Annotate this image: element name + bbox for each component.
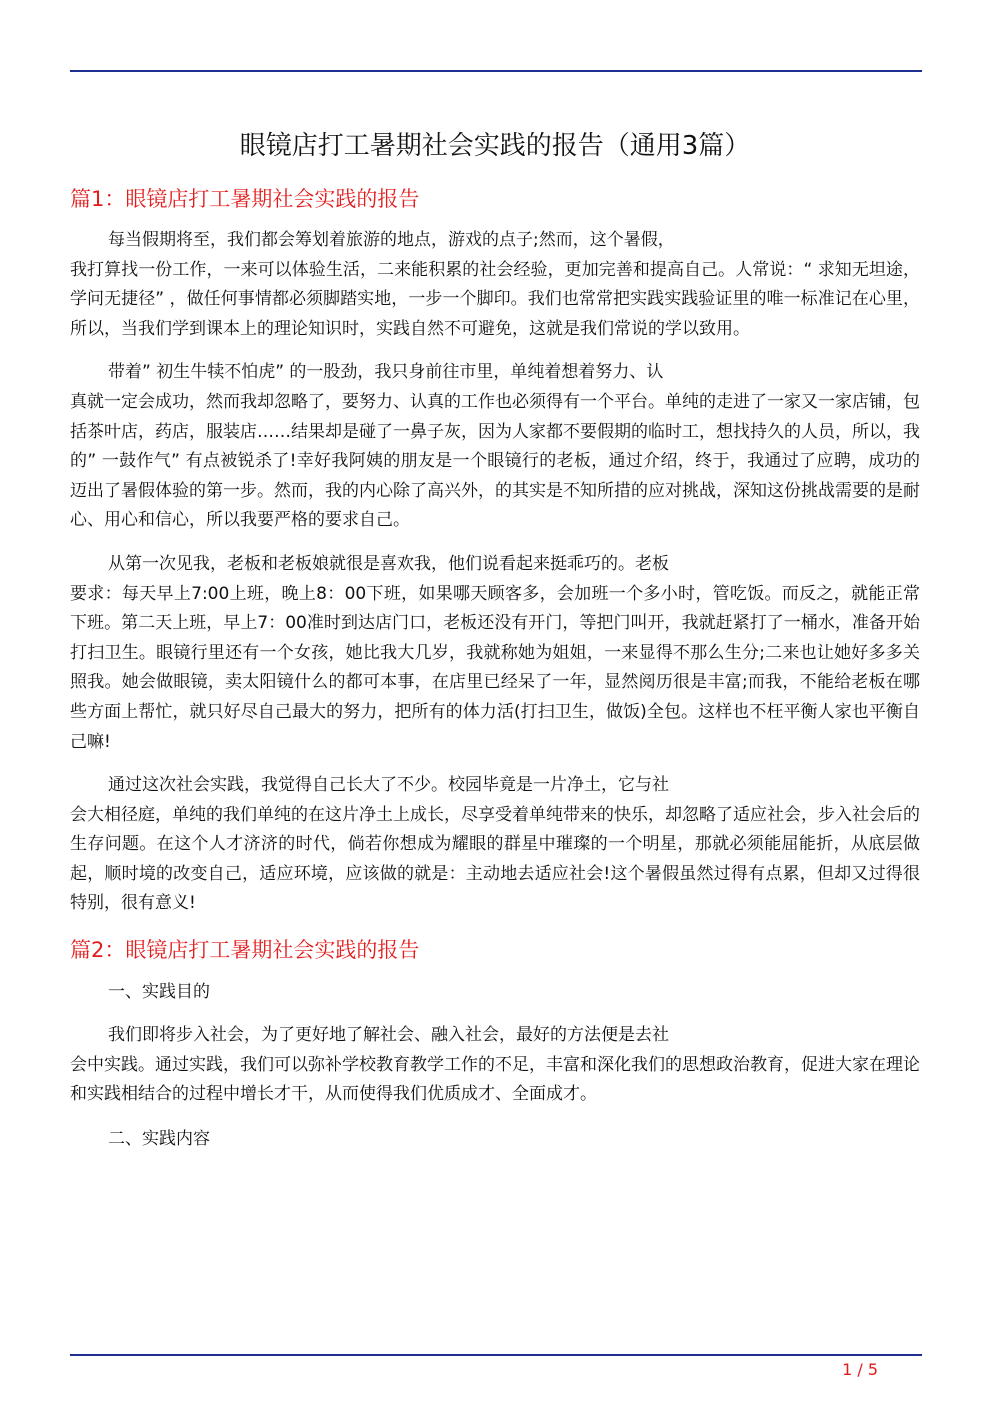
paragraph-body: 会大相径庭，单纯的我们单纯的在这片净土上成长，尽享受着单纯带来的快乐，却忽略了适应社会，步入社会后的生存问题。在这个人才济济的时代，倘若你想成为耀眼的群星中璀璨的一个明星，那就必须能屈能折，从底层做起，顺时境的改变自己，适应环境，应该做的就是：主动地去适应社会!这个暑假虽然过得有点累，但却又过得很特别，很有意义!	[70, 804, 920, 914]
paragraph-first-line: 我们即将步入社会，为了更好地了解社会、融入社会，最好的方法便是去社	[108, 1025, 669, 1046]
section-2-heading: 篇2：眼镜店打工暑期社会实践的报告	[70, 938, 420, 963]
paragraph-first-line: 通过这次社会实践，我觉得自己长大了不少。校园毕竟是一片净土，它与社	[108, 775, 669, 796]
document-title: 眼镜店打工暑期社会实践的报告（通用3篇）	[239, 131, 751, 161]
page-number: 1 / 5	[842, 1360, 878, 1379]
section-2-paragraph-1	[70, 1021, 920, 1110]
paragraph-body: 会中实践。通过实践，我们可以弥补学校教育教学工作的不足，丰富和深化我们的思想政治教育，促进大家在理论和实践相结合的过程中增长才干，从而使得我们优质成才、全面成才。	[70, 1054, 920, 1105]
paragraph-first-line: 每当假期将至，我们都会筹划着旅游的地点，游戏的点子;然而，这个暑假，	[108, 230, 675, 250]
paragraph-body: 真就一定会成功，然而我却忽略了，要努力、认真的工作也必须得有一个平台。单纯的走进了一家又一家店铺，包括茶叶店，药店，服装店……结果却是碰了一鼻子灰，因为人家都不要假期的临时工，想找持久的人员，所以，我的” 一鼓作气” 有点被锐杀了!幸好我阿姨的朋友是一个眼镜行的老板，通过介绍，终于，我通过了应聘，成功的迈出了暑假体验的第一步。然而，我的内心除了高兴外，的其实是不知所措的应对挑战，深知这份挑战需要的是耐心、用心和信心，所以我要严格的要求自己。	[70, 391, 920, 531]
section-1-paragraph-3	[70, 550, 920, 757]
paragraph-first-line: 从第一次见我，老板和老板娘就很是喜欢我，他们说看起来挺乖巧的。老板	[108, 553, 669, 574]
section-1-paragraph-1	[70, 226, 920, 344]
paragraph-body: 要求：每天早上7:00上班，晚上8：00下班，如果哪天顾客多，会加班一个多小时，管吃饭。而反之，就能正常下班。第二天上班，早上7：00准时到达店门口，老板还没有开门，等把门叫开，我就赶紧打了一桶水，准备开始打扫卫生。眼镜行里还有一个女孩，她比我大几岁，我就称她为姐姐，一来显得不那么生分;二来也让她好多多关照我。她会做眼镜，卖太阳镜什么的都可本事，在店里已经呆了一年，显然阅历很是丰富;而我，不能给老板在哪些方面上帮忙，就只好尽自己最大的努力，把所有的体力活(打扫卫生，做饭)全包。这样也不枉平衡人家也平衡自己嘛!	[70, 583, 920, 752]
header-rule	[70, 70, 922, 72]
footer-rule	[70, 1354, 922, 1356]
section-1-paragraph-2	[70, 358, 920, 536]
paragraph-first-line: 带着” 初生牛犊不怕虎” 的一股劲，我只身前往市里，单纯着想着努力、认	[108, 362, 664, 383]
document-body	[70, 126, 920, 1168]
paragraph-body: 我打算找一份工作，一来可以体验生活，二来能积累的社会经验，更加完善和提高自己。人常说：“ 求知无坦途，学问无捷径” ，做任何事情都必须脚踏实地，一步一个脚印。我们也常常把实践实践验证里的唯一标准记在心里，所以，当我们学到课本上的理论知识时，实践自然不可避免，这就是我们常说的学以致用。	[70, 259, 920, 339]
section-2-subheading-purpose: 一、实践目的	[108, 982, 210, 1003]
section-1-paragraph-4	[70, 771, 920, 919]
section-2-subheading-content: 二、实践内容	[108, 1128, 210, 1149]
section-1-heading: 篇1：眼镜店打工暑期社会实践的报告	[70, 187, 420, 211]
